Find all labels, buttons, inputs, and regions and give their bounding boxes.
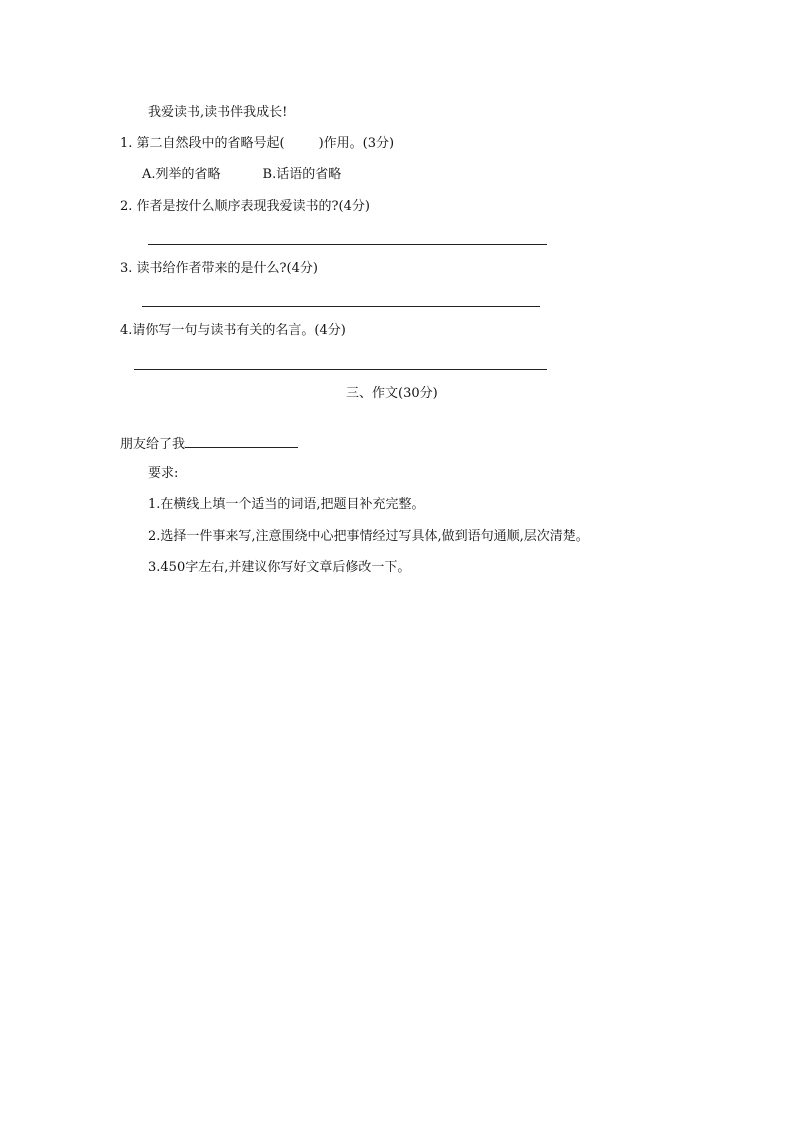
question-1-prefix: 1. 第二自然段中的省略号起( — [120, 136, 285, 151]
requirement-1: 1.在横线上填一个适当的词语,把题目补充完整。 — [148, 497, 425, 512]
answer-line-4 — [134, 369, 547, 370]
answer-line-3 — [142, 306, 540, 307]
composition-prompt — [120, 433, 298, 454]
question-1 — [120, 135, 394, 153]
question-1-suffix: )作用。(3分) — [318, 136, 395, 151]
requirement-2: 2.选择一件事来写,注意围绕中心把事情经过写具体,做到语句通顺,层次清楚。 — [148, 529, 589, 544]
composition-prompt-text: 朋友给了我 — [120, 437, 186, 452]
section-title-composition: 三、作文(30分) — [346, 386, 438, 401]
question-3: 3. 读书给作者带来的是什么?(4分) — [120, 261, 318, 276]
composition-title-blank — [185, 433, 298, 448]
question-4: 4.请你写一句与读书有关的名言。(4分) — [120, 323, 346, 338]
requirement-3: 3.450字左右,并建议你写好文章后修改一下。 — [148, 560, 411, 575]
passage-closing-line: 我爱读书,读书伴我成长! — [148, 105, 288, 120]
option-b: B.话语的省略 — [262, 167, 342, 182]
requirements-heading: 要求: — [148, 466, 179, 481]
question-2: 2. 作者是按什么顺序表现我爱读书的?(4分) — [120, 199, 370, 214]
answer-line-2 — [148, 244, 547, 245]
option-a: A.列举的省略 — [142, 167, 221, 182]
question-1-options — [142, 166, 341, 184]
